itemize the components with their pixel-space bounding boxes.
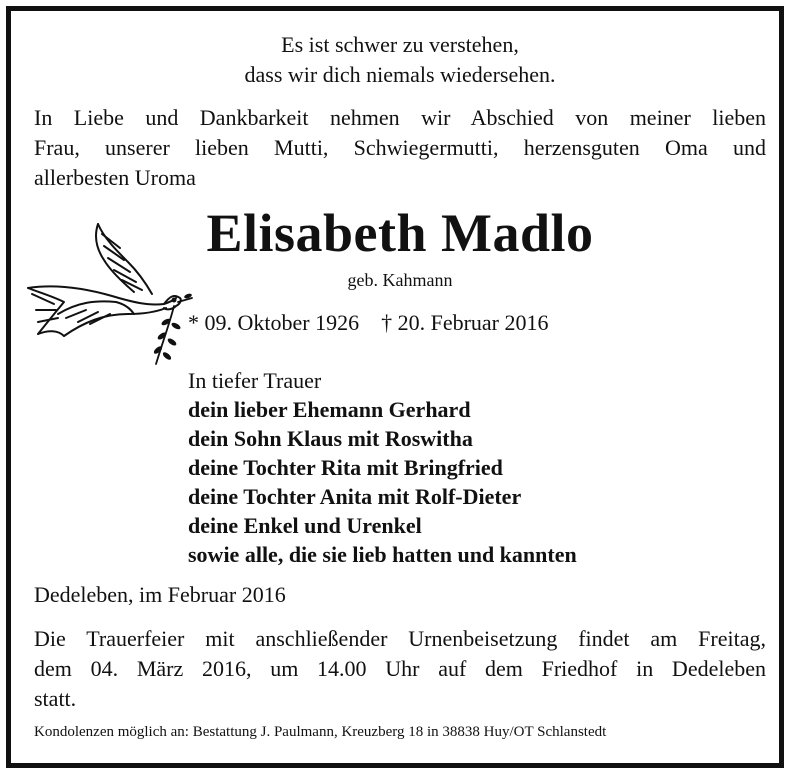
- intro-line: Frau, unserer lieben Mutti, Schwiegermutti, herzensguten Oma und: [34, 135, 766, 160]
- death-date: † 20. Februar 2016: [381, 310, 549, 335]
- mourner-line: deine Tochter Anita mit Rolf-Dieter: [188, 484, 522, 509]
- condolence-note: Kondolenzen möglich an: Bestattung J. Paulmann, Kreuzberg 18 in 38838 Huy/OT Schlanstedt: [34, 724, 607, 740]
- mourner-line: sowie alle, die sie lieb hatten und kannten: [188, 542, 577, 567]
- intro-line: allerbesten Uroma: [34, 165, 196, 190]
- mourner-line: deine Enkel und Urenkel: [188, 513, 422, 538]
- intro-line: In Liebe und Dankbarkeit nehmen wir Abschied von meiner lieben: [34, 105, 766, 130]
- funeral-line: Die Trauerfeier mit anschließender Urnenbeisetzung findet am Freitag,: [34, 626, 766, 651]
- life-dates: [188, 308, 549, 338]
- funeral-line: statt.: [34, 686, 77, 711]
- funeral-info: [34, 624, 766, 714]
- deceased-name: Elisabeth Madlo: [206, 203, 594, 263]
- place-and-date: Dedeleben, im Februar 2016: [34, 582, 286, 607]
- verse-line: Es ist schwer zu verstehen,: [281, 32, 519, 57]
- verse-line: dass wir dich niemals wiedersehen.: [244, 62, 556, 87]
- intro-text: [34, 103, 766, 193]
- mourners-block: [188, 366, 577, 569]
- maiden-name: geb. Kahmann: [347, 270, 453, 290]
- funeral-line: dem 04. März 2016, um 14.00 Uhr auf dem Friedhof in Dedeleben: [34, 656, 766, 681]
- mourner-line: deine Tochter Rita mit Bringfried: [188, 455, 503, 480]
- mourner-line: dein Sohn Klaus mit Roswitha: [188, 426, 473, 451]
- opening-verse: [0, 30, 800, 90]
- mourning-lead: In tiefer Trauer: [188, 368, 322, 393]
- birth-date: * 09. Oktober 1926: [188, 310, 360, 335]
- mourner-line: dein lieber Ehemann Gerhard: [188, 397, 471, 422]
